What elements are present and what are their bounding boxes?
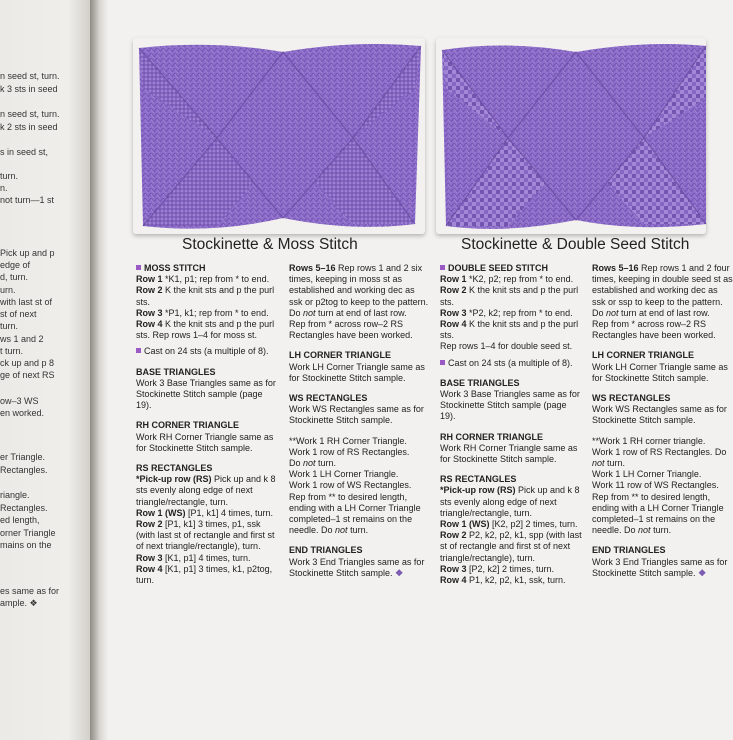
double-seed-instructions-col1 [440,263,583,586]
dseed-ws-step-b: Work 1 row of RS Rectangles. Do not turn. [592,446,727,469]
rh-corner-heading: RH CORNER TRIANGLE [136,420,239,431]
bullet-square-icon [136,265,141,270]
ws-rectangles-heading: WS RECTANGLES [289,393,368,404]
left-page-line: ws 1 and 2 [0,334,44,344]
dseed-row2: Row 2 K the knit sts and p the purl sts. [440,285,579,307]
rs-rectangles-heading: RS RECTANGLES [136,463,213,474]
left-page-line: t turn. [0,346,24,356]
end-triangles-text: Work 3 End Triangles same as for Stockinette Stitch sample. ❖ [289,556,425,578]
dseed-rs-row4: Row 4 P1, k2, p2, k1, ssk, turn. [440,575,566,586]
left-page-line: orner Triangle [0,528,56,538]
left-page-line: Pick up and p [0,248,55,258]
left-page-line: n. [0,183,8,193]
dseed-cast-on: Cast on 24 sts (a multiple of 8). [440,358,583,369]
left-page-line: er Triangle. [0,452,46,462]
left-page-line: ed length, [0,515,40,525]
left-page-line: turn. [0,171,19,181]
left-page-line: s in seed st, [0,147,49,157]
left-page-line: n seed st, turn. [0,109,60,119]
moss-row3: Row 3 *P1, k1; rep from * to end. [136,307,269,318]
base-triangles-heading: BASE TRIANGLES [136,366,216,377]
dseed-rs-row2: Row 2 P2, k2, p2, k1, spp (with last st of rectangle and first st of next triangle/rectangle), turn. [440,530,582,563]
left-page-line: turn. [0,321,19,331]
left-page-line: Rectangles. [0,465,48,475]
ws-step-d: Work 1 LH Corner Triangle. [289,469,399,480]
left-page-line: d, turn. [0,272,29,282]
ws-step-e: Work 1 row of WS Rectangles. [289,480,412,491]
dseed-lh-corner-text: Work LH Corner Triangle same as for Stockinette Stitch sample. [592,361,728,383]
left-page-line: k 2 sts in seed [0,122,58,132]
left-page-line: Rectangles. [0,503,48,513]
left-page-fragment [0,0,97,740]
double-seed-swatch-image [436,38,706,234]
moss-swatch-image [133,38,425,234]
dseed-rh-corner-text: Work RH Corner Triangle same as for Stockinette Stitch sample. [440,442,578,465]
left-page-line: ample. ❖ [0,598,38,608]
dseed-rs-row3: Row 3 [P2, k2] 2 times, turn. [440,563,555,574]
left-page-line: n seed st, turn. [0,71,60,81]
dseed-ws-step-d: Work 1 LH Corner Triangle. [592,469,702,480]
double-seed-heading: DOUBLE SEED STITCH [440,263,583,274]
left-page-line: es same as for [0,586,60,596]
left-page-line: not turn—1 st [0,195,55,205]
dseed-row4: Row 4 K the knit sts and p the purl sts. [440,319,579,341]
dseed-end-triangles-text: Work 3 End Triangles same as for Stockinette Stitch sample. ❖ [592,556,728,578]
dseed-pickup-row: *Pick-up row (RS) Pick up and k 8 sts evenly along edge of next triangle/rectangle, turn. [440,485,580,518]
rs-row3: Row 3 [K1, p1] 4 times, turn. [136,552,251,563]
double-seed-instructions-col2 [592,263,733,579]
dseed-rh-corner-heading: RH CORNER TRIANGLE [440,431,543,442]
left-page-line: edge of [0,260,31,270]
dseed-row1: Row 1 *K2, p2; rep from * to end. [440,274,574,285]
ws-step-a: **Work 1 RH Corner Triangle. [289,435,407,446]
left-page-line: mains on the [0,540,52,550]
ws-rectangles-text: Work WS Rectangles same as for Stockinette Stitch sample. [289,404,424,426]
end-diamond-icon: ❖ [395,567,404,578]
rs-row1: Row 1 (WS) [P1, k1] 4 times, turn. [136,507,274,518]
dseed-ws-step-a: **Work 1 RH corner triangle. [592,435,706,446]
dseed-lh-corner-heading: LH CORNER TRIANGLE [592,350,694,361]
dseed-ws-step-f: Rep from ** to desired length, ending with a LH Corner Triangle completed–1 st remains on the needle. Do not turn. [592,491,724,536]
dseed-ws-step-e: Work 11 row of WS Rectangles. [592,480,719,491]
dseed-rs-rectangles-heading: RS RECTANGLES [440,474,517,485]
left-page-line: ge of next RS [0,370,55,380]
moss-cast-on: Cast on 24 sts (a multiple of 8). [136,346,279,357]
left-page-line: urn. [0,285,16,295]
moss-row4: Row 4 K the knit sts and p the purl sts. Rep rows 1–4 for moss st. [136,319,275,341]
moss-rep-text: Rep from * across row–2 RS Rectangles have been worked. [289,319,413,341]
rs-row4: Row 4 [K1, p1] 3 times, k1, p2tog, turn. [136,563,273,586]
dseed-rs-row1: Row 1 (WS) [K2, p2] 2 times, turn. [440,519,578,530]
dseed-ws-rectangles-heading: WS RECTANGLES [592,393,671,404]
book-gutter [90,0,108,740]
dseed-ws-rectangles-text: Work WS Rectangles same as for Stockinette Stitch sample. [592,404,727,426]
moss-rows-5-16: Rows 5–16 Rep rows 1 and 2 six times, keeping in moss st as established and working dec as ssk or p2tog to keep to the pattern. Do not turn at end of last row. [289,263,429,318]
double-seed-stitch-title: Stockinette & Double Seed Stitch [461,236,690,253]
double-seed-stitch-swatch-photo [436,38,706,234]
left-page-line: st of next [0,309,37,319]
base-triangles-text: Work 3 Base Triangles same as for Stockinette Stitch sample (page 19). [136,377,276,411]
moss-instructions-col1 [136,263,279,586]
lh-corner-text: Work LH Corner Triangle same as for Stockinette Stitch sample. [289,361,425,383]
dseed-base-triangles-heading: BASE TRIANGLES [440,377,520,388]
ws-step-f: Rep from ** to desired length, ending with a LH Corner Triangle completed–1 st remains on the needle. Do not turn. [289,491,421,536]
ws-step-c: Do not turn. [289,458,337,469]
bullet-square-icon [440,360,445,365]
left-page-line: ck up and p 8 [0,358,55,368]
dseed-base-triangles-text: Work 3 Base Triangles same as for Stockinette Stitch sample (page 19). [440,389,580,422]
left-page-line: riangle. [0,490,30,500]
lh-corner-heading: LH CORNER TRIANGLE [289,350,391,361]
moss-stitch-title: Stockinette & Moss Stitch [182,236,358,253]
dseed-rows-5-16: Rows 5–16 Rep rows 1 and 2 four times, keeping in double seed st as established and working dec as ssk or ssp to keep to the pattern. Do not turn at end of last row. [592,263,733,318]
left-page-line: en worked. [0,408,45,418]
double-seed-col2-clip [592,263,733,733]
end-triangles-heading: END TRIANGLES [289,545,363,556]
left-page-line: ow–3 WS [0,396,39,406]
bullet-square-icon [136,348,141,353]
moss-row1: Row 1 *K1, p1; rep from * to end. [136,274,270,285]
moss-instructions-col2 [289,263,430,579]
bullet-square-icon [440,265,445,270]
left-page-line: k 3 sts in seed [0,84,58,94]
moss-row2: Row 2 K the knit sts and p the purl sts. [136,285,275,307]
moss-stitch-swatch-photo [133,38,425,234]
dseed-col2-rep: Rep from * across row–2 RS Rectangles have been worked. [592,319,716,341]
ws-step-b: Work 1 row of RS Rectangles. [289,446,410,457]
rs-row2: Row 2 [P1, k1] 3 times, p1, ssk (with last st of rectangle and first st of next triangle/rectangle), turn. [136,519,275,552]
left-page-line: with last st of [0,297,53,307]
dseed-end-triangles-heading: END TRIANGLES [592,545,666,556]
end-diamond-icon: ❖ [698,567,707,578]
moss-stitch-heading: MOSS STITCH [136,263,279,274]
dseed-rep: Rep rows 1–4 for double seed st. [440,341,573,352]
dseed-row3: Row 3 *P2, k2; rep from * to end. [440,307,573,318]
rh-corner-text: Work RH Corner Triangle same as for Stockinette Stitch sample. [136,431,274,453]
rs-pickup-row: *Pick-up row (RS) Pick up and k 8 sts evenly along edge of next triangle/rectangle, turn. [136,474,276,507]
